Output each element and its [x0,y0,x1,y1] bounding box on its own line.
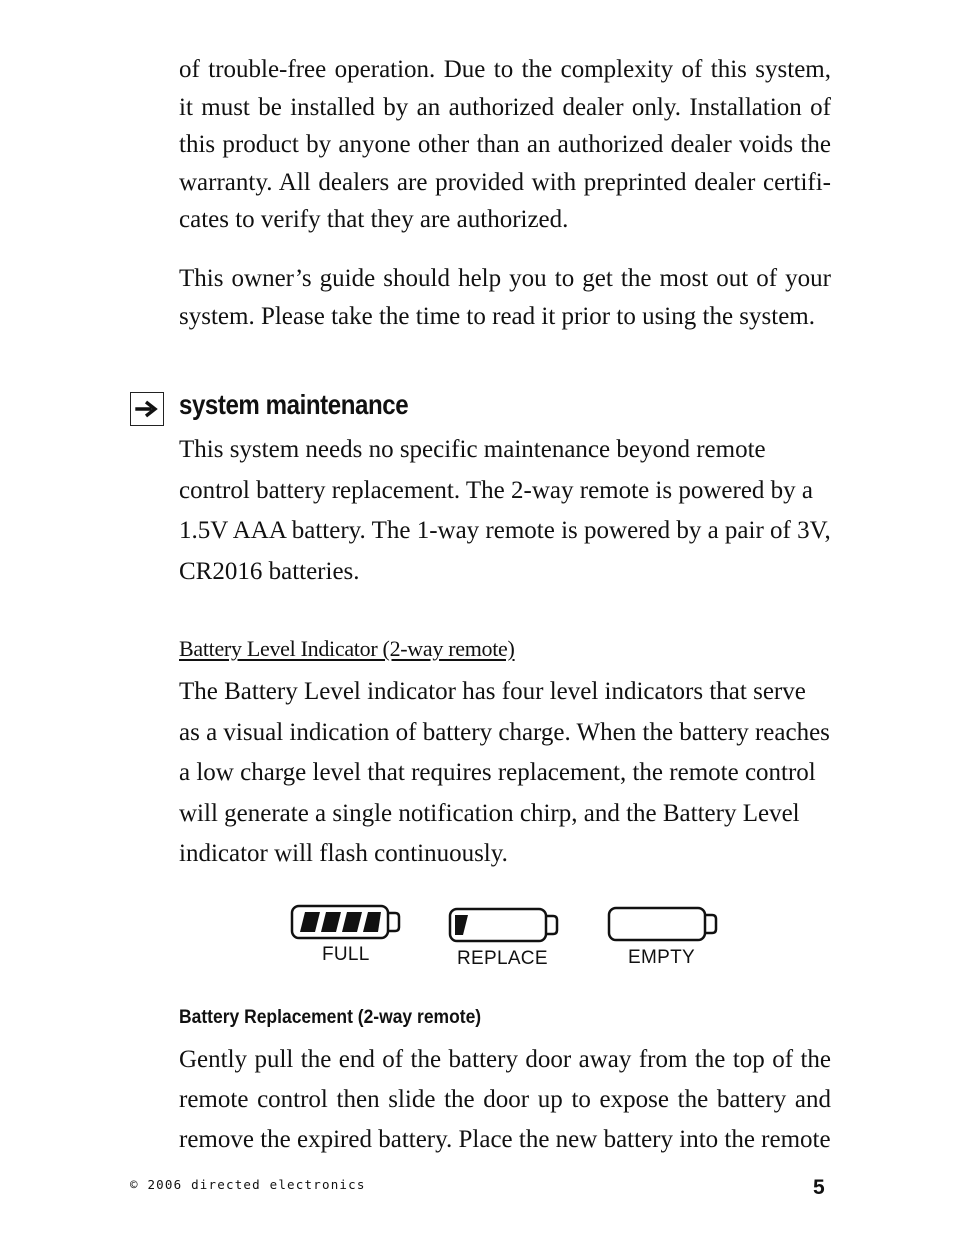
arrow-icon [130,392,164,426]
battery-replacement-heading: Battery Replacement (2-way remote) [179,1007,482,1028]
owners-guide-paragraph: This owner’s guide should help you to get the most out of your system. Please take the time to read it prior to using the system. [179,265,831,330]
battery-level-heading: Battery Level Indicator (2-way remote) [179,636,515,661]
maintenance-paragraph: This system needs no specific maintenance beyond remote control battery replacement. The 2-way remote is powered by a 1.5V AAA battery. The 1-way remote is powered by a pair of 3V, CR2016 batteries. [179,436,831,585]
battery-replace-label: REPLACE [457,948,548,969]
battery-empty-icon [607,906,721,942]
battery-level-paragraph: The Battery Level indicator has four level indicators that serve as a visual indication of battery charge. When the battery reaches a low charge level that requires replacement, the remote control will generate a single notification chirp, and the Battery Level indicator will flash continuously. [179,678,830,867]
copyright-footer: © 2006 directed electronics [130,1177,366,1192]
page-number: 5 [813,1176,825,1199]
section-heading: system maintenance [179,389,409,420]
battery-replace-icon [448,907,562,943]
battery-full-icon [290,904,404,940]
battery-empty-label: EMPTY [628,947,695,968]
battery-full-label: FULL [322,944,370,965]
battery-replacement-paragraph: Gently pull the end of the battery door away from the top of the remote control then slide the door up to expose the battery and remove the expired battery. Place the new battery into the remote [179,1046,831,1153]
intro-continued-paragraph: of trouble-free operation. Due to the complexity of this system, it must be installed by an authorized dealer only. Installation of this product by anyone other than an authorized dealer voids the warranty. All dealers are provided with preprinted dealer certifi- cates to verify that they are authorized. [179,56,831,233]
